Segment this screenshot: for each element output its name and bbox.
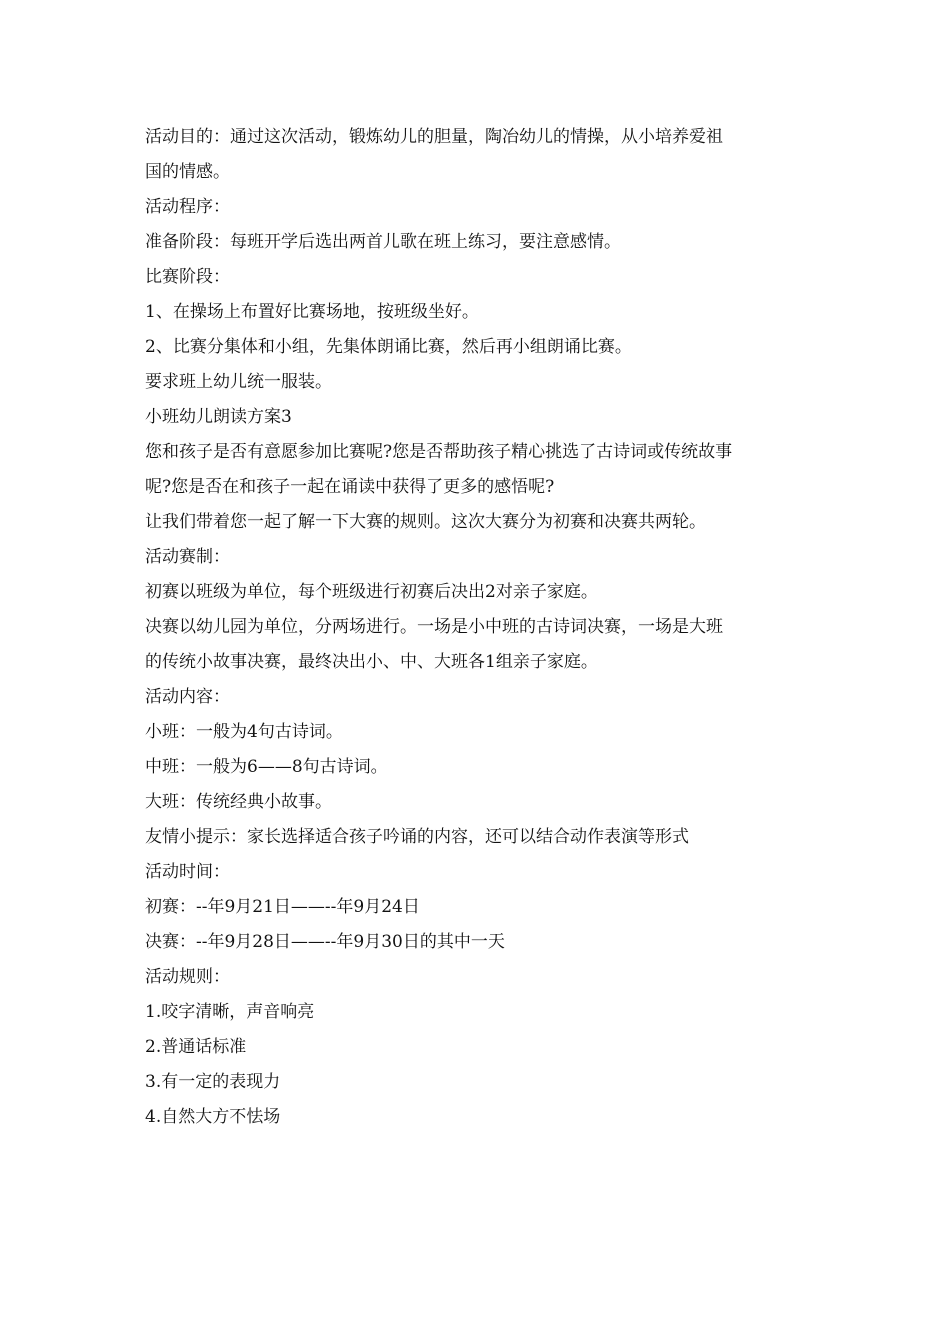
- text-line: 3.有一定的表现力: [145, 1072, 281, 1092]
- text-line: 要求班上幼儿统一服装。: [145, 372, 332, 392]
- text-line: 活动内容：: [145, 687, 230, 707]
- text-line: 您和孩子是否有意愿参加比赛呢?您是否帮助孩子精心挑选了古诗词或传统故事: [145, 442, 733, 462]
- text-line: 决赛：--年9月28日——--年9月30日的其中一天: [145, 932, 505, 952]
- text-line: 初赛以班级为单位，每个班级进行初赛后决出2对亲子家庭。: [145, 582, 598, 602]
- text-line: 2、比赛分集体和小组，先集体朗诵比赛，然后再小组朗诵比赛。: [145, 337, 632, 357]
- text-line: 活动赛制：: [145, 547, 230, 567]
- text-line: 友情小提示：家长选择适合孩子吟诵的内容，还可以结合动作表演等形式: [145, 827, 689, 847]
- text-line: 1.咬字清晰，声音响亮: [145, 1002, 315, 1022]
- text-line: 4.自然大方不怯场: [145, 1107, 281, 1127]
- text-line: 大班：传统经典小故事。: [145, 792, 332, 812]
- document-body: [145, 120, 810, 1135]
- text-line: 决赛以幼儿园为单位，分两场进行。一场是小中班的古诗词决赛，一场是大班: [145, 617, 723, 637]
- text-line: 的传统小故事决赛，最终决出小、中、大班各1组亲子家庭。: [145, 652, 598, 672]
- text-line: 小班：一般为4句古诗词。: [145, 722, 343, 742]
- text-line: 2.普通话标准: [145, 1037, 247, 1057]
- text-line: 初赛：--年9月21日——--年9月24日: [145, 897, 420, 917]
- text-line: 中班：一般为6——8句古诗词。: [145, 757, 388, 777]
- text-line: 1、在操场上布置好比赛场地，按班级坐好。: [145, 302, 479, 322]
- text-line: 活动时间：: [145, 862, 230, 882]
- text-line: 活动程序：: [145, 197, 230, 217]
- text-line: 活动规则：: [145, 967, 230, 987]
- text-line: 国的情感。: [145, 162, 230, 182]
- text-line: 让我们带着您一起了解一下大赛的规则。这次大赛分为初赛和决赛共两轮。: [145, 512, 706, 532]
- text-line: 呢?您是否在和孩子一起在诵读中获得了更多的感悟呢?: [145, 477, 555, 497]
- section-heading: 小班幼儿朗读方案3: [145, 407, 292, 427]
- text-line: 活动目的：通过这次活动，锻炼幼儿的胆量，陶冶幼儿的情操，从小培养爱祖: [145, 127, 723, 147]
- text-line: 比赛阶段：: [145, 267, 230, 287]
- text-line: 准备阶段：每班开学后选出两首儿歌在班上练习，要注意感情。: [145, 232, 621, 252]
